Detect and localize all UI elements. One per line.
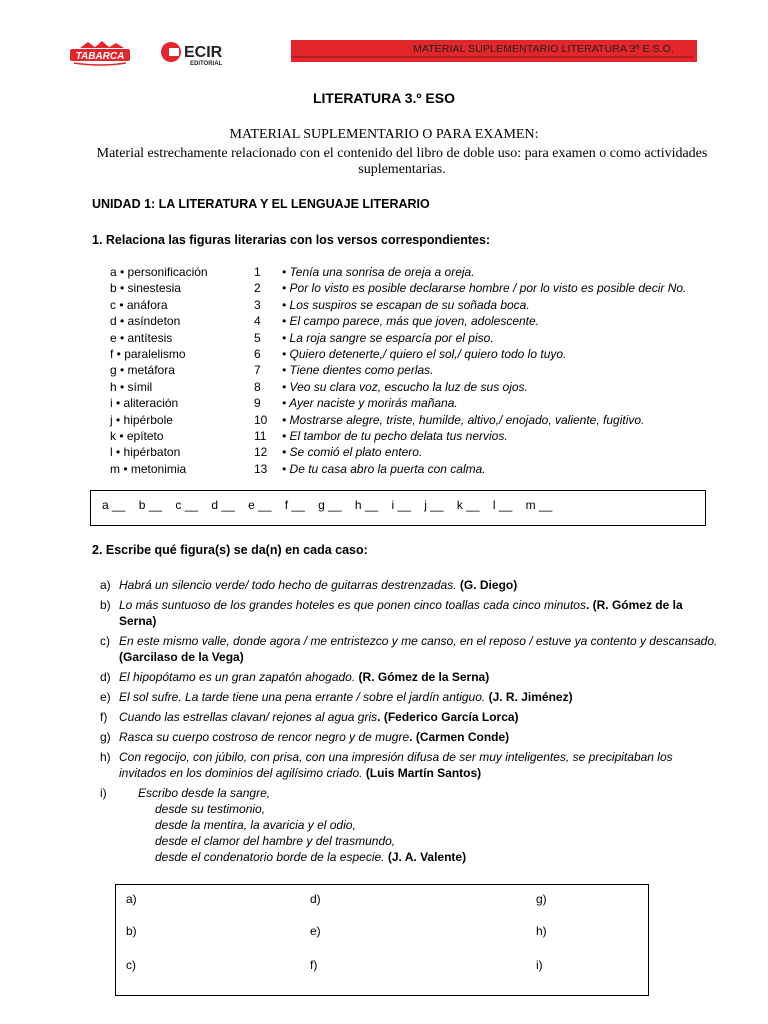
quote-item: [100, 577, 720, 593]
verse-number: 3: [254, 297, 261, 312]
ecir-logo: [160, 40, 236, 66]
quote-author: (G. Diego): [459, 578, 518, 592]
page-description: Material estrechamente relacionado con el contenido del libro de doble uso: para examen o como actividades suplementarias.: [96, 146, 708, 177]
quote-label: a): [100, 578, 111, 592]
verse-item: [254, 280, 686, 296]
grid-label: b): [126, 924, 137, 938]
verse-number: 13: [254, 461, 268, 476]
grid-label: c): [126, 958, 136, 972]
verse-text: • Tiene dientes como perlas.: [282, 363, 434, 378]
verse-text: • Mostrarse alegre, triste, humilde, altivo,/ enojado, valiente, fugitivo.: [282, 412, 645, 427]
quote-author: . (R. Gómez de la Serna): [119, 598, 683, 628]
grid-label: f): [310, 958, 318, 972]
quote-item: [100, 729, 720, 745]
quote-item: [100, 633, 720, 665]
verse-item: [254, 412, 686, 428]
quote-item: [100, 689, 720, 705]
quote-label: g): [100, 730, 111, 744]
verse-number: 2: [254, 281, 261, 296]
figure-item: k • epíteto: [110, 428, 164, 443]
grid-label: d): [310, 892, 321, 906]
quote-author: (Garcilaso de la Vega): [119, 650, 244, 664]
quote-item: [100, 749, 720, 781]
tabarca-logo: [66, 40, 134, 66]
quote-author: (Luis Martín Santos): [365, 766, 482, 780]
quote-item: [100, 709, 720, 725]
quote-text: En este mismo valle, donde agora / me entristezco y me canso, en el reposo / estuve ya contento y descansado.: [119, 634, 718, 648]
quote-text: Cuando las estrellas clavan/ rejones al agua gris: [119, 710, 378, 724]
tabarca-logo-text: TABARCA: [75, 51, 125, 62]
answer-line: a __ b __ c __ d __ e __ f __ g __ h __ i __ j __ k __ l __ m __: [102, 498, 553, 512]
verse-text: • Tenía una sonrisa de oreja a oreja.: [282, 265, 475, 279]
grid-label: a): [126, 892, 137, 906]
verse-item: [254, 461, 686, 477]
ecir-logo-text: ECIR: [184, 44, 223, 61]
verse-number: 9: [254, 396, 261, 411]
verse-item: [254, 346, 686, 362]
quote-text: Habrá un silencio verde/ todo hecho de guitarras destrenzadas.: [119, 578, 457, 592]
quote-author: . (Federico García Lorca): [377, 710, 519, 724]
poem-item: [100, 785, 720, 865]
unit-title: UNIDAD 1: LA LITERATURA Y EL LENGUAJE LITERARIO: [92, 197, 430, 211]
quote-item: [100, 669, 720, 685]
figure-list: [110, 264, 208, 477]
figure-item: g • metáfora: [110, 363, 175, 378]
figure-item: i • aliteración: [110, 396, 179, 411]
quote-label: c): [100, 634, 110, 648]
verse-list: [254, 264, 686, 477]
figure-item: m • metonimia: [110, 461, 187, 476]
page-title: LITERATURA 3.º ESO: [312, 90, 455, 106]
page-subtitle: MATERIAL SUPLEMENTARIO O PARA EXAMEN:: [229, 127, 539, 142]
figure-item: c • anáfora: [110, 297, 168, 312]
grid-label: g): [536, 892, 547, 906]
verse-text: • Los suspiros se escapan de su soñada boca.: [282, 297, 530, 312]
verse-number: 4: [254, 314, 261, 329]
verse-text: • Ayer naciste y morirás mañana.: [282, 396, 458, 411]
quote-author: . (Carmen Conde): [409, 730, 510, 744]
figure-item: d • asíndeton: [110, 314, 181, 329]
verse-item: [254, 362, 686, 378]
ecir-logo-subtext: EDITORIAL: [190, 61, 223, 66]
quote-label: b): [100, 598, 111, 612]
verse-item: [254, 313, 686, 329]
quote-text: Lo más suntuoso de los grandes hoteles es que ponen cinco toallas cada cinco minutos: [119, 598, 586, 612]
exercise-2-prompt: 2. Escribe qué figura(s) se da(n) en cada caso:: [92, 543, 368, 557]
verse-text: • El campo parece, más que joven, adolescente.: [282, 314, 540, 329]
figure-item: b • sinestesia: [110, 281, 181, 296]
verse-text: • Veo su clara voz, escucho la luz de sus ojos.: [282, 379, 528, 394]
answer-box[interactable]: [90, 490, 706, 526]
verse-number: 12: [254, 445, 268, 460]
verse-number: 10: [254, 412, 268, 427]
verse-number: 1: [254, 265, 261, 279]
quote-author: (J. A. Valente): [387, 850, 467, 864]
figure-item: l • hipérbaton: [110, 445, 181, 460]
verse-item: [254, 428, 686, 444]
figure-item: a • personificación: [110, 265, 208, 279]
quote-author: (R. Gómez de la Serna): [358, 670, 490, 684]
figure-item: h • símil: [110, 379, 153, 394]
verse-item: [254, 395, 686, 411]
exercise-2-items: [100, 577, 720, 865]
exercise-1-prompt: 1. Relaciona las figuras literarias con los versos correspondientes:: [92, 233, 491, 247]
quote-text: Con regocijo, con júbilo, con prisa, con una impresión difusa de ser muy inteligentes, se precipitaban los invitados en los dominios del agilísimo criado.: [119, 750, 673, 780]
verse-text: • De tu casa abro la puerta con calma.: [282, 461, 486, 476]
quote-text: El hipopótamo es un gran zapatón ahogado.: [119, 670, 356, 684]
quote-author: (J. R. Jiménez): [488, 690, 573, 704]
quote-label: h): [100, 750, 111, 764]
verse-item: [254, 264, 686, 280]
quote-label: i): [100, 786, 107, 800]
figure-item: f • paralelismo: [110, 346, 186, 361]
grid-label: e): [310, 924, 321, 938]
quote-item: [100, 597, 720, 629]
poem-line-last: [119, 849, 720, 865]
poem-line: desde la mentira, la avaricia y el odio,: [155, 818, 356, 832]
verse-text: • Por lo visto es posible declararse hombre / por lo visto es posible decir No.: [282, 281, 687, 296]
quote-label: e): [100, 690, 111, 704]
verse-text: • Quiero detenerte,/ quiero el sol,/ quiero todo lo tuyo.: [282, 346, 567, 361]
quote-text: El sol sufre. La tarde tiene una pena errante / sobre el jardín antiguo.: [119, 690, 486, 704]
verse-number: 7: [254, 363, 261, 378]
figure-item: e • antítesis: [110, 330, 173, 345]
verse-text: • El tambor de tu pecho delata tus nervios.: [282, 428, 508, 443]
verse-item: [254, 330, 686, 346]
poem-line: desde el condenatorio borde de la especie.: [155, 850, 385, 864]
poem-line: desde el clamor del hambre y del trasmundo,: [155, 834, 396, 848]
grid-label: h): [536, 924, 547, 938]
header-band-text: MATERIAL SUPLEMENTARIO LITERATURA 3º E.S.O.: [413, 43, 674, 55]
poem-line: desde su testimonio,: [155, 802, 266, 816]
verse-number: 8: [254, 379, 261, 394]
verse-number: 5: [254, 330, 261, 345]
poem-line: Escribo desde la sangre,: [138, 786, 271, 800]
quote-label: f): [100, 710, 108, 724]
verse-text: • Se comió el plato entero.: [282, 445, 423, 460]
verse-item: [254, 297, 686, 313]
answer-grid[interactable]: [115, 884, 649, 996]
verse-item: [254, 379, 686, 395]
verse-number: 11: [254, 428, 267, 443]
verse-number: 6: [254, 346, 261, 361]
figure-item: j • hipérbole: [110, 412, 173, 427]
grid-label: i): [536, 958, 543, 972]
verse-item: [254, 444, 686, 460]
quote-label: d): [100, 670, 111, 684]
verse-text: • La roja sangre se esparcía por el piso.: [282, 330, 494, 345]
quote-text: Rasca su cuerpo costroso de rencor negro y de mugre: [119, 730, 410, 744]
